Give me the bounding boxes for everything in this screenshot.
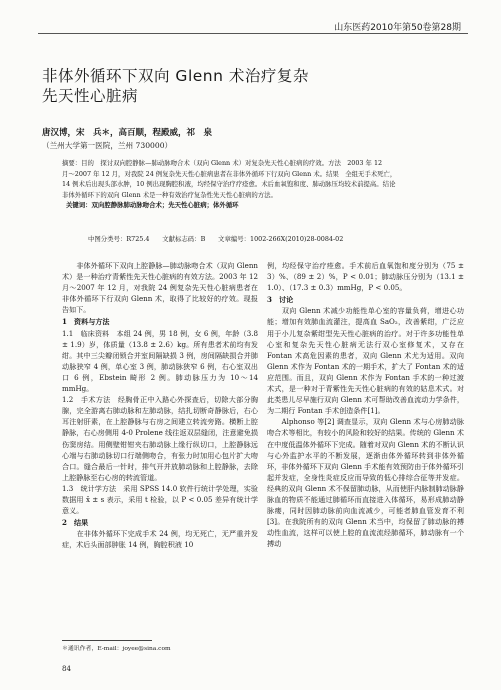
right-column <box>267 260 464 549</box>
body-paragraph: 在非体外循环下完成手术 24 例，均无死亡，无严重并发症，术后头面部肿胀 14 例，胸腔积液 10 <box>62 529 258 550</box>
journal-header: 山东医药2010年第50卷第28期 <box>334 23 461 33</box>
body-paragraph: 1.3 统计学方法 采用 SPSS 14.0 软件行统计学处理，实验数据用 x̄ ± s 表示，采用 t 检验，以 P < 0.05 差异有统计学意义。 <box>62 483 258 516</box>
body-paragraph: 非体外循环下双向上腔静脉—肺动脉吻合术（双向 Glenn 术）是一种治疗青紫性先天性心脏病的有效方法。2003 年 12 月～2007 年 12 月，对我院 24 例复杂先天性心脏病患者在非体外循环下行双向 Glenn 术，取得了比较好的疗效。现报告如下。 <box>62 261 258 315</box>
author-list: 唐汉博，宋 兵＊，高百顺，程殿威，祁 泉 <box>42 128 213 138</box>
section-heading: 1 资料与方法 <box>62 317 110 327</box>
abstract-line: 月～2007 年 12 月，对我院 24 例复杂先天性心脏病患者在非体外循环下行双向 Glenn 术。结果 全组无手术死亡， <box>62 169 397 178</box>
article-title-line2: 先天性心脏病 <box>42 87 139 105</box>
abstract-line: 非体外循环下的双向 Glenn 术是一种有效治疗复杂性先天性心脏病的方法。 <box>62 190 277 199</box>
keywords: 关键词：双向腔静脉肺动脉吻合术；先天性心脏病；体外循环 <box>66 201 239 210</box>
body-paragraph: Alphonso 等[2] 调查显示，双向 Glenn 术与心房肺动脉吻合术等相比，有较小的风险和较好的结果。传统的 Glenn 术在中度低温体外循环下完成。随着对双向 Glenn 术的不断认识与心外监护水平的不断发展，逐渐由体外循环转到非体外循环，非体外循环下双向 Glenn 手术能有效预防由于体外循环引起并发症，全身性炎症反应而导致的低心排综合征等并发症。经典的双向 Glenn 术不保留肺动脉，从而使肝内脉制肺动脉静脉血的物质不能通过肺循环而直接进入体循环，易形成肺动静脉瘘，同时因肺动脉前向血流减少，可能者肺血管发育不利[3]。在我院所有的双向 Glenn 术当中，均保留了肺动脉的搏动性血流，这样可以使上腔的血流流经肺循环，肺动脉有一个搏动 <box>267 417 464 549</box>
left-column <box>62 260 258 550</box>
body-paragraph: 例，均经保守治疗痊愈。手术前后血氧饱和度分别为（75 ± 3）%、（89 ± 2）%，P < 0.01；肺动脉压分别为（13.1 ± 1.0）、（17.3 ± 0.3）mmHg，P < 0.05。 <box>267 261 464 293</box>
article-title-line1: 非体外循环下双向 Glenn 术治疗复杂 <box>42 67 309 85</box>
body-paragraph: 1.1 临床资料 本组 24 例，男 18 例，女 6 例，年龄（3.8 ± 1.9）岁，体质量（13.8 ± 2.6）kg。所有患者术前均有发绀。其中三尖瓣闭锁合并室间隔缺损 3 例，房间隔缺损合并肺动脉狭窄 4 例，单心室 3 例，肺动脉狭窄 6 例，右心室双出口 6 例，Ebstein 畸形 2 例。肺动脉压力为 10～14 mmHg。 <box>62 328 258 394</box>
footnote: ＊通讯作者，E-mail：joyee@sina.com <box>62 646 171 652</box>
affiliation: （兰州大学第一医院，兰州 730000） <box>42 141 173 150</box>
abstract <box>62 158 454 211</box>
classification-line: 中图分类号：R725.4 文献标志码：B 文章编号：1002-266X(2010)28-0084-02 <box>88 235 344 243</box>
page-number: 84 <box>62 665 71 673</box>
body-paragraph: 双向 Glenn 术减少功能性单心室的容量负荷，增进心功能；增加有效肺血流灌注，提高血 SaO₂，改善紫绀，广泛应用于小儿复杂紫绀型先天性心脏病的治疗。对于许多功能性单心室和复杂先天性心脏病无法行双心室修复术，又存在 Fontan 术高危因素的患者，双向 Glenn 术尤为适用。双向 Glenn 术作为 Fontan 术的一期手术，扩大了 Fontan 术的适应范围。而且，双向 Glenn 术作为 Fontan 手术的一种过渡术式，是一种对于青紫性先天性心脏病的有效的姑息术式。对此类患儿尽早施行双向 Glenn 术可帮助改善血流动力学条件，为二期行 Fontan 手术创造条件[1]。 <box>267 306 464 416</box>
header-rule <box>38 33 468 34</box>
abstract-line: 14 例术后出现头部水肿，10 例出现胸腔积液，均经保守治疗疗痊愈。术后血氧饱和度、肺动脉压均较术前提高。结论 <box>62 180 396 189</box>
section-heading: 3 讨论 <box>267 295 294 305</box>
section-heading: 2 结果 <box>62 518 89 528</box>
body-paragraph: 1.2 手术方法 经胸骨正中入路心外探查后，切除大部分胸腺，完全游离右肺动脉和左肺动脉，结扎切断奇静脉后，右心耳注射肝素，在上腔静脉与右房之间建立转流旁路。横断上腔静脉，右心房侧用 4-0 Prolene 线往返双层缝闭，注意避免损伤窦房结。用侧壁钳钳夹右肺动脉上缘行纵切口，上腔静脉远心端与右肺动脉切口行端侧吻合，有张力时加用心包片扩大吻合口。缝合最后一针时，排气开并放肺动脉和上腔静脉，去除上腔静脉至右心房的转流管道。 <box>62 395 258 482</box>
footnote-rule <box>62 640 152 641</box>
abstract-line: 摘要：目的 探讨双向腔静脉—肺动脉吻合术（双向 Glenn 术）对复杂先天性心脏病的疗效。方法 2003 年 12 <box>62 159 383 167</box>
